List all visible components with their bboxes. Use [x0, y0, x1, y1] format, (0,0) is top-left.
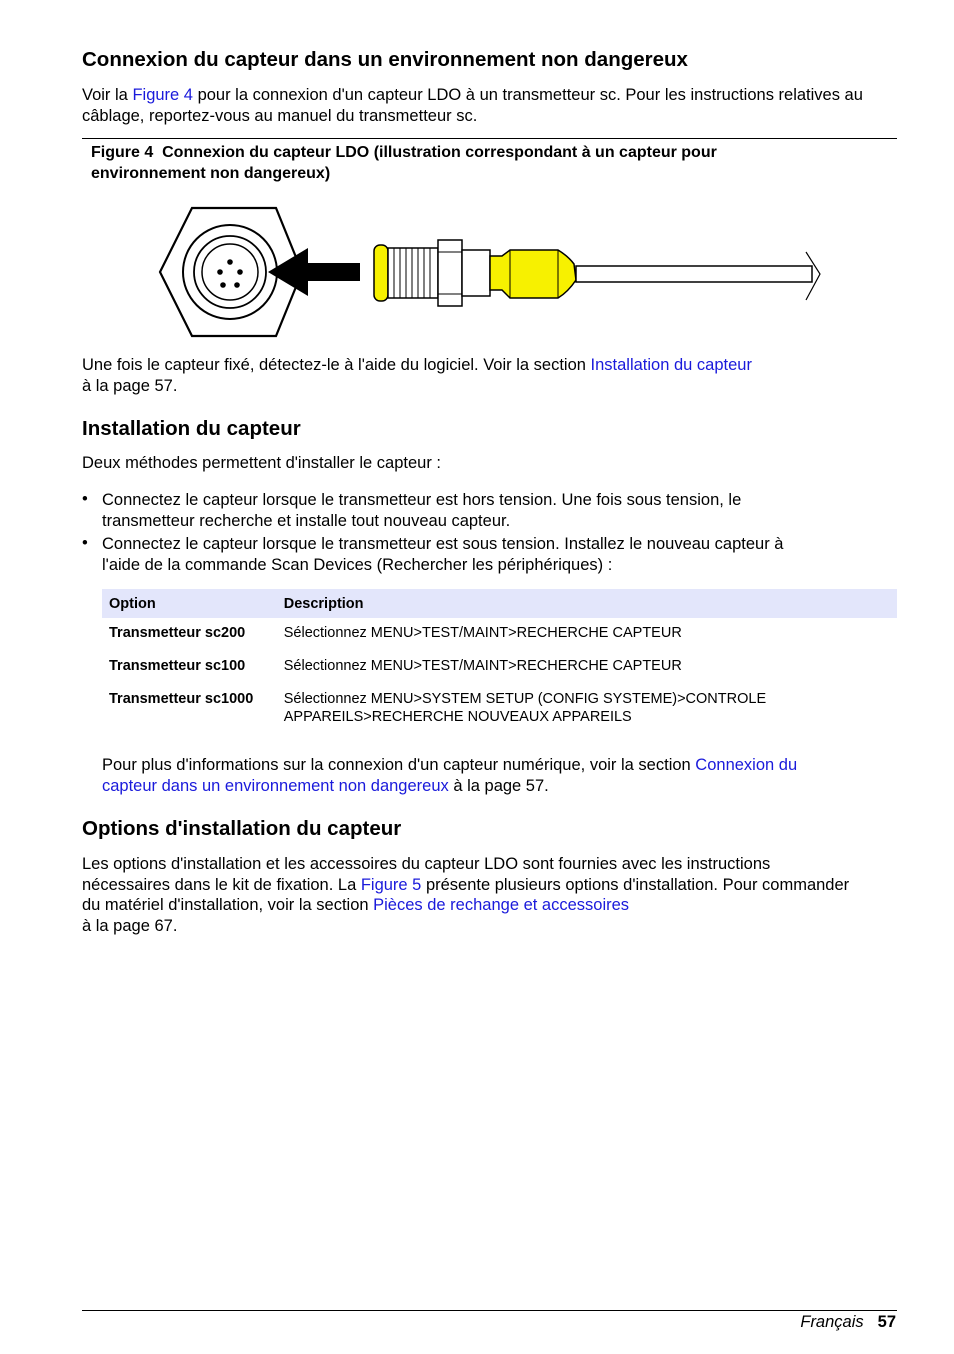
- column-header-description: Description: [277, 589, 897, 618]
- link-connexion-capteur[interactable]: Connexion du: [695, 756, 798, 774]
- description-cell: Sélectionnez MENU>SYSTEM SETUP (CONFIG SYSTEME)>CONTROLE APPAREILS>RECHERCHE NOUVEAUX APPAREILS: [283, 691, 767, 725]
- section-heading-options: Options d'installation du capteur: [82, 817, 402, 840]
- table-header-row: [102, 589, 897, 618]
- link-pieces-rechange[interactable]: Pièces de rechange et accessoires: [373, 896, 630, 914]
- list-item: Connectez le capteur lorsque le transmetteur est sous tension. Installez le nouveau capteur à l'aide de la commande Scan Devices (Rechercher les périphériques) :: [102, 535, 784, 574]
- footer-rule: [82, 1310, 897, 1311]
- section-heading-installation: Installation du capteur: [82, 417, 301, 440]
- page-footer: [800, 1313, 896, 1332]
- bullet-mark: •: [82, 490, 88, 508]
- column-header-option: Option: [102, 589, 277, 618]
- table-row: [102, 684, 897, 735]
- table-row: [102, 651, 897, 684]
- connector-body: [490, 250, 576, 298]
- pin-dot: [220, 282, 226, 288]
- connector-collar: [462, 250, 490, 296]
- page-number: 57: [877, 1313, 896, 1331]
- link-figure-5[interactable]: Figure 5: [360, 875, 422, 894]
- section-heading-connexion: Connexion du capteur dans un environnement non dangereux: [82, 48, 688, 71]
- footer-language: Français: [800, 1313, 864, 1331]
- description-cell: Sélectionnez MENU>TEST/MAINT>RECHERCHE CAPTEUR: [283, 658, 682, 674]
- numeric-sensor-note: Pour plus d'informations sur la connexion d'un capteur numérique, voir la section Connexion du capteur dans un environnement non dangereux à la page 57.: [102, 756, 798, 795]
- link-figure-4[interactable]: Figure 4: [132, 86, 193, 104]
- option-cell: Transmetteur sc1000: [109, 691, 254, 707]
- link-installation-capteur[interactable]: Installation du capteur: [590, 356, 752, 374]
- pin-dot: [234, 282, 240, 288]
- after-figure-paragraph: Une fois le capteur fixé, détectez-le à l'aide du logiciel. Voir la section Installation du capteur à la page 57.: [82, 356, 752, 395]
- pin-dot: [217, 269, 223, 275]
- pin-dot: [227, 259, 233, 265]
- link-connexion-capteur-cont[interactable]: capteur dans un environnement non dangereux: [102, 776, 449, 795]
- description-cell: Sélectionnez MENU>TEST/MAINT>RECHERCHE CAPTEUR: [283, 625, 682, 641]
- receptacle-inner-ring: [202, 244, 258, 300]
- figure-caption: Figure 4 Connexion du capteur LDO (illustration correspondant à un capteur pour environnement non dangereux): [91, 144, 717, 182]
- sensor-connection-illustration: [150, 200, 840, 345]
- pin-dot: [237, 269, 243, 275]
- coupling-nut: [438, 240, 462, 306]
- option-cell: Transmetteur sc100: [109, 658, 246, 674]
- option-cell: Transmetteur sc200: [109, 625, 246, 641]
- sensor-cable: [576, 266, 812, 282]
- figure-rule: [82, 138, 897, 139]
- options-table: [102, 589, 897, 735]
- connexion-paragraph: Voir la Figure 4 pour la connexion d'un capteur LDO à un transmetteur sc. Pour les instructions relatives au câblage, reportez-vous au manuel du transmetteur sc.: [82, 86, 863, 125]
- bullet-mark: •: [82, 534, 88, 552]
- list-item: Connectez le capteur lorsque le transmetteur est hors tension. Une fois sous tension, le transmetteur recherche et installe tout nouveau capteur.: [102, 491, 742, 530]
- connector-cap: [374, 245, 388, 301]
- installation-intro: Deux méthodes permettent d'installer le capteur :: [82, 454, 442, 472]
- options-paragraph: Les options d'installation et les accessoires du capteur LDO sont fournies avec les instructions nécessaires dans le kit de fixation. La Figure 5 présente plusieurs options d'installation. Pour commander du matériel d'installation, voir la section Pièces de rechange et accessoires à la page 67.: [82, 855, 850, 935]
- table-row: [102, 618, 897, 651]
